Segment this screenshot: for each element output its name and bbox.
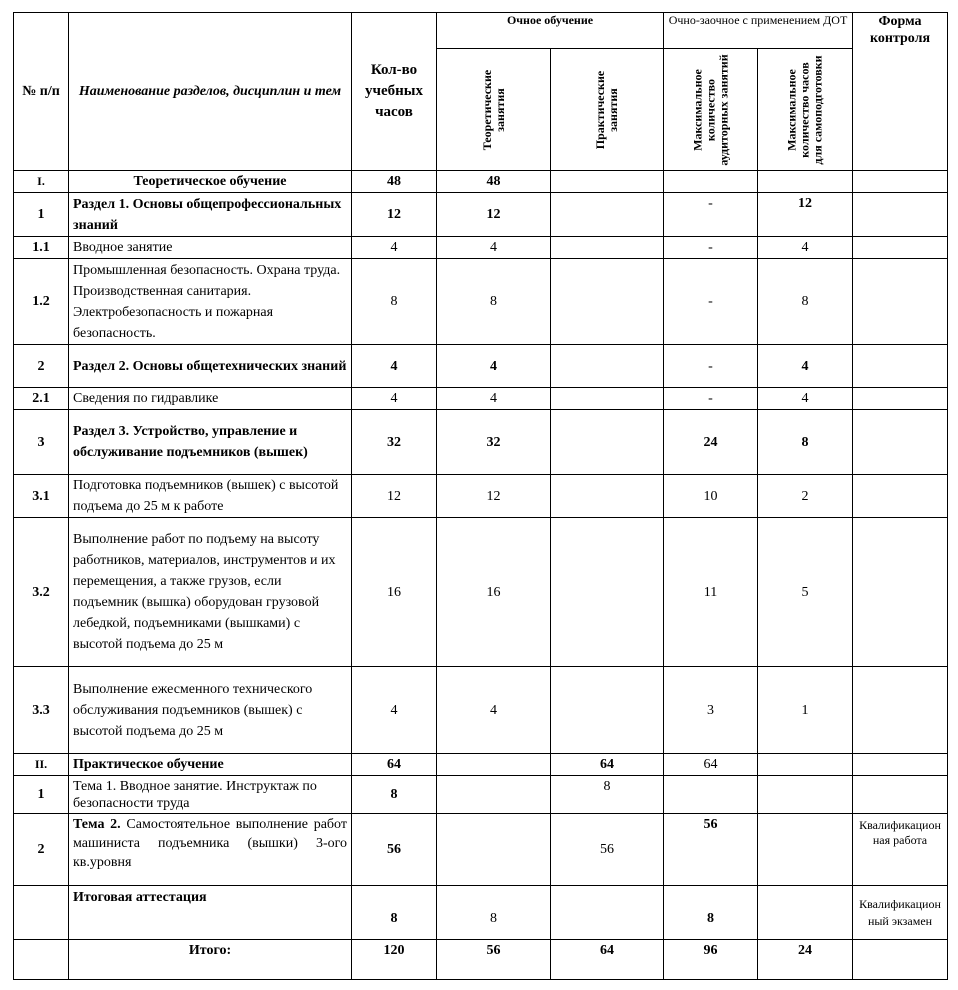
- row-hours: 48: [352, 171, 437, 193]
- curriculum-table: [13, 12, 948, 980]
- row-hours: 56: [352, 814, 437, 886]
- row-hours: 8: [352, 886, 437, 940]
- row-aud: 10: [664, 475, 758, 518]
- row-num: 1: [14, 776, 69, 814]
- row-theory: 8: [437, 886, 551, 940]
- header-control: Форма контроля: [853, 13, 948, 171]
- row-practice: [551, 475, 664, 518]
- table-row: [14, 475, 948, 518]
- row-hours: 16: [352, 518, 437, 667]
- row-aud: 24: [664, 410, 758, 475]
- total-practice: 64: [551, 940, 664, 980]
- row-control: Квалификационная работа: [853, 814, 948, 886]
- row-practice: [551, 345, 664, 388]
- row-self: 4: [758, 388, 853, 410]
- table-row: [14, 171, 948, 193]
- table-row: [14, 518, 948, 667]
- row-control: [853, 518, 948, 667]
- row-self: [758, 171, 853, 193]
- table-row: [14, 776, 948, 814]
- row-name: Сведения по гидравлике: [69, 388, 352, 410]
- row-self: [758, 814, 853, 886]
- total-aud: 96: [664, 940, 758, 980]
- row-theory: [437, 814, 551, 886]
- row-num: II.: [14, 754, 69, 776]
- row-self: 2: [758, 475, 853, 518]
- row-theory: 12: [437, 475, 551, 518]
- table-row: [14, 237, 948, 259]
- table-row: [14, 345, 948, 388]
- row-aud: [664, 171, 758, 193]
- table-row: [14, 388, 948, 410]
- row-name: Теоретическое обучение: [69, 171, 352, 193]
- row-self: 4: [758, 345, 853, 388]
- row-theory: 12: [437, 193, 551, 237]
- row-name: Раздел 1. Основы общепрофессиональных знаний: [69, 193, 352, 237]
- row-aud: -: [664, 259, 758, 345]
- row-control: [853, 754, 948, 776]
- row-control: [853, 410, 948, 475]
- header-practice: Практические занятия: [551, 49, 664, 171]
- row-practice: [551, 237, 664, 259]
- row-num: 3.3: [14, 667, 69, 754]
- row-practice: [551, 410, 664, 475]
- row-name: Практическое обучение: [69, 754, 352, 776]
- row-num: 1.1: [14, 237, 69, 259]
- row-hours: 12: [352, 193, 437, 237]
- header-max-aud: Максимальное количество аудиторных занятий: [664, 49, 758, 171]
- total-label: Итого:: [69, 940, 352, 980]
- row-control: [853, 171, 948, 193]
- row-theory: 48: [437, 171, 551, 193]
- row-practice: 8: [551, 776, 664, 814]
- row-control: [853, 237, 948, 259]
- table-row: [14, 886, 948, 940]
- row-name: Тема 2. Самостоятельное выполнение работ машиниста подъемника (вышки) 3-ого кв.уровня: [69, 814, 352, 886]
- row-name: Вводное занятие: [69, 237, 352, 259]
- row-self: 5: [758, 518, 853, 667]
- row-name: Раздел 2. Основы общетехнических знаний: [69, 345, 352, 388]
- row-aud: -: [664, 388, 758, 410]
- row-control: [853, 475, 948, 518]
- row-control: [853, 345, 948, 388]
- row-aud: 3: [664, 667, 758, 754]
- row-self: [758, 754, 853, 776]
- table-row: [14, 193, 948, 237]
- row-practice: [551, 886, 664, 940]
- total-num: [14, 940, 69, 980]
- row-num: 3.1: [14, 475, 69, 518]
- row-num: 1.2: [14, 259, 69, 345]
- row-practice: [551, 388, 664, 410]
- total-self: 24: [758, 940, 853, 980]
- row-hours: 32: [352, 410, 437, 475]
- header-num: № п/п: [14, 13, 69, 171]
- row-self: [758, 776, 853, 814]
- row-hours: 4: [352, 237, 437, 259]
- row-control: [853, 776, 948, 814]
- total-hours: 120: [352, 940, 437, 980]
- row-theory: 4: [437, 667, 551, 754]
- row-theory: [437, 754, 551, 776]
- row-num: 3: [14, 410, 69, 475]
- row-aud: -: [664, 345, 758, 388]
- table-row: [14, 259, 948, 345]
- row-theory: 4: [437, 237, 551, 259]
- row-practice: 56: [551, 814, 664, 886]
- row-aud: 11: [664, 518, 758, 667]
- row-control: [853, 259, 948, 345]
- row-name: Промышленная безопасность. Охрана труда. Производственная санитария. Электробезопасность и пожарная безопасность.: [69, 259, 352, 345]
- row-self: 8: [758, 410, 853, 475]
- row-theory: 8: [437, 259, 551, 345]
- header-hours: Кол-во учебных часов: [352, 13, 437, 171]
- row-aud: 64: [664, 754, 758, 776]
- row-practice: 64: [551, 754, 664, 776]
- table-row: [14, 667, 948, 754]
- row-theory: 32: [437, 410, 551, 475]
- row-num: 3.2: [14, 518, 69, 667]
- row-self: 1: [758, 667, 853, 754]
- row-num: 2: [14, 345, 69, 388]
- row-aud: -: [664, 193, 758, 237]
- row-aud: 56: [664, 814, 758, 886]
- row-aud: [664, 776, 758, 814]
- row-control: [853, 388, 948, 410]
- header-full-time: Очное обучение: [437, 13, 664, 49]
- row-hours: 8: [352, 776, 437, 814]
- total-row: [14, 940, 948, 980]
- row-self: 12: [758, 193, 853, 237]
- row-aud: -: [664, 237, 758, 259]
- row-name: Выполнение ежесменного технического обслуживания подъемников (вышек) с высотой подъема до 25 м: [69, 667, 352, 754]
- row-name: Тема 1. Вводное занятие. Инструктаж по безопасности труда: [69, 776, 352, 814]
- row-practice: [551, 518, 664, 667]
- row-practice: [551, 171, 664, 193]
- table-row: [14, 410, 948, 475]
- row-hours: 4: [352, 667, 437, 754]
- row-name: Подготовка подъемников (вышек) с высотой подъема до 25 м к работе: [69, 475, 352, 518]
- row-hours: 4: [352, 388, 437, 410]
- row-hours: 64: [352, 754, 437, 776]
- row-practice: [551, 667, 664, 754]
- row-num: 1: [14, 193, 69, 237]
- row-hours: 12: [352, 475, 437, 518]
- row-practice: [551, 259, 664, 345]
- row-hours: 4: [352, 345, 437, 388]
- row-hours: 8: [352, 259, 437, 345]
- table-row: [14, 814, 948, 886]
- row-practice: [551, 193, 664, 237]
- row-aud: 8: [664, 886, 758, 940]
- row-num: I.: [14, 171, 69, 193]
- row-theory: 16: [437, 518, 551, 667]
- header-name: Наименование разделов, дисциплин и тем: [69, 13, 352, 171]
- row-control: [853, 193, 948, 237]
- row-control: [853, 667, 948, 754]
- row-self: [758, 886, 853, 940]
- row-self: 8: [758, 259, 853, 345]
- row-theory: 4: [437, 345, 551, 388]
- row-theory: 4: [437, 388, 551, 410]
- total-theory: 56: [437, 940, 551, 980]
- total-control: [853, 940, 948, 980]
- row-theory: [437, 776, 551, 814]
- header-max-self: Максимальное количество часов для самоподготовки: [758, 49, 853, 171]
- row-num: [14, 886, 69, 940]
- row-name: Выполнение работ по подъему на высоту работников, материалов, инструментов и их перемещения, а также грузов, если подъемник (вышка) оборудован грузовой лебедкой, подъемниками (вышками) с высотой подъема до 25 м: [69, 518, 352, 667]
- row-num: 2.1: [14, 388, 69, 410]
- table-row: [14, 754, 948, 776]
- header-theory: Теоретические занятия: [437, 49, 551, 171]
- row-control: Квалификационный экзамен: [853, 886, 948, 940]
- row-name: Итоговая аттестация: [69, 886, 352, 940]
- header-part-time: Очно-заочное с применением ДОТ: [664, 13, 853, 49]
- row-num: 2: [14, 814, 69, 886]
- row-self: 4: [758, 237, 853, 259]
- row-name: Раздел 3. Устройство, управление и обслуживание подъемников (вышек): [69, 410, 352, 475]
